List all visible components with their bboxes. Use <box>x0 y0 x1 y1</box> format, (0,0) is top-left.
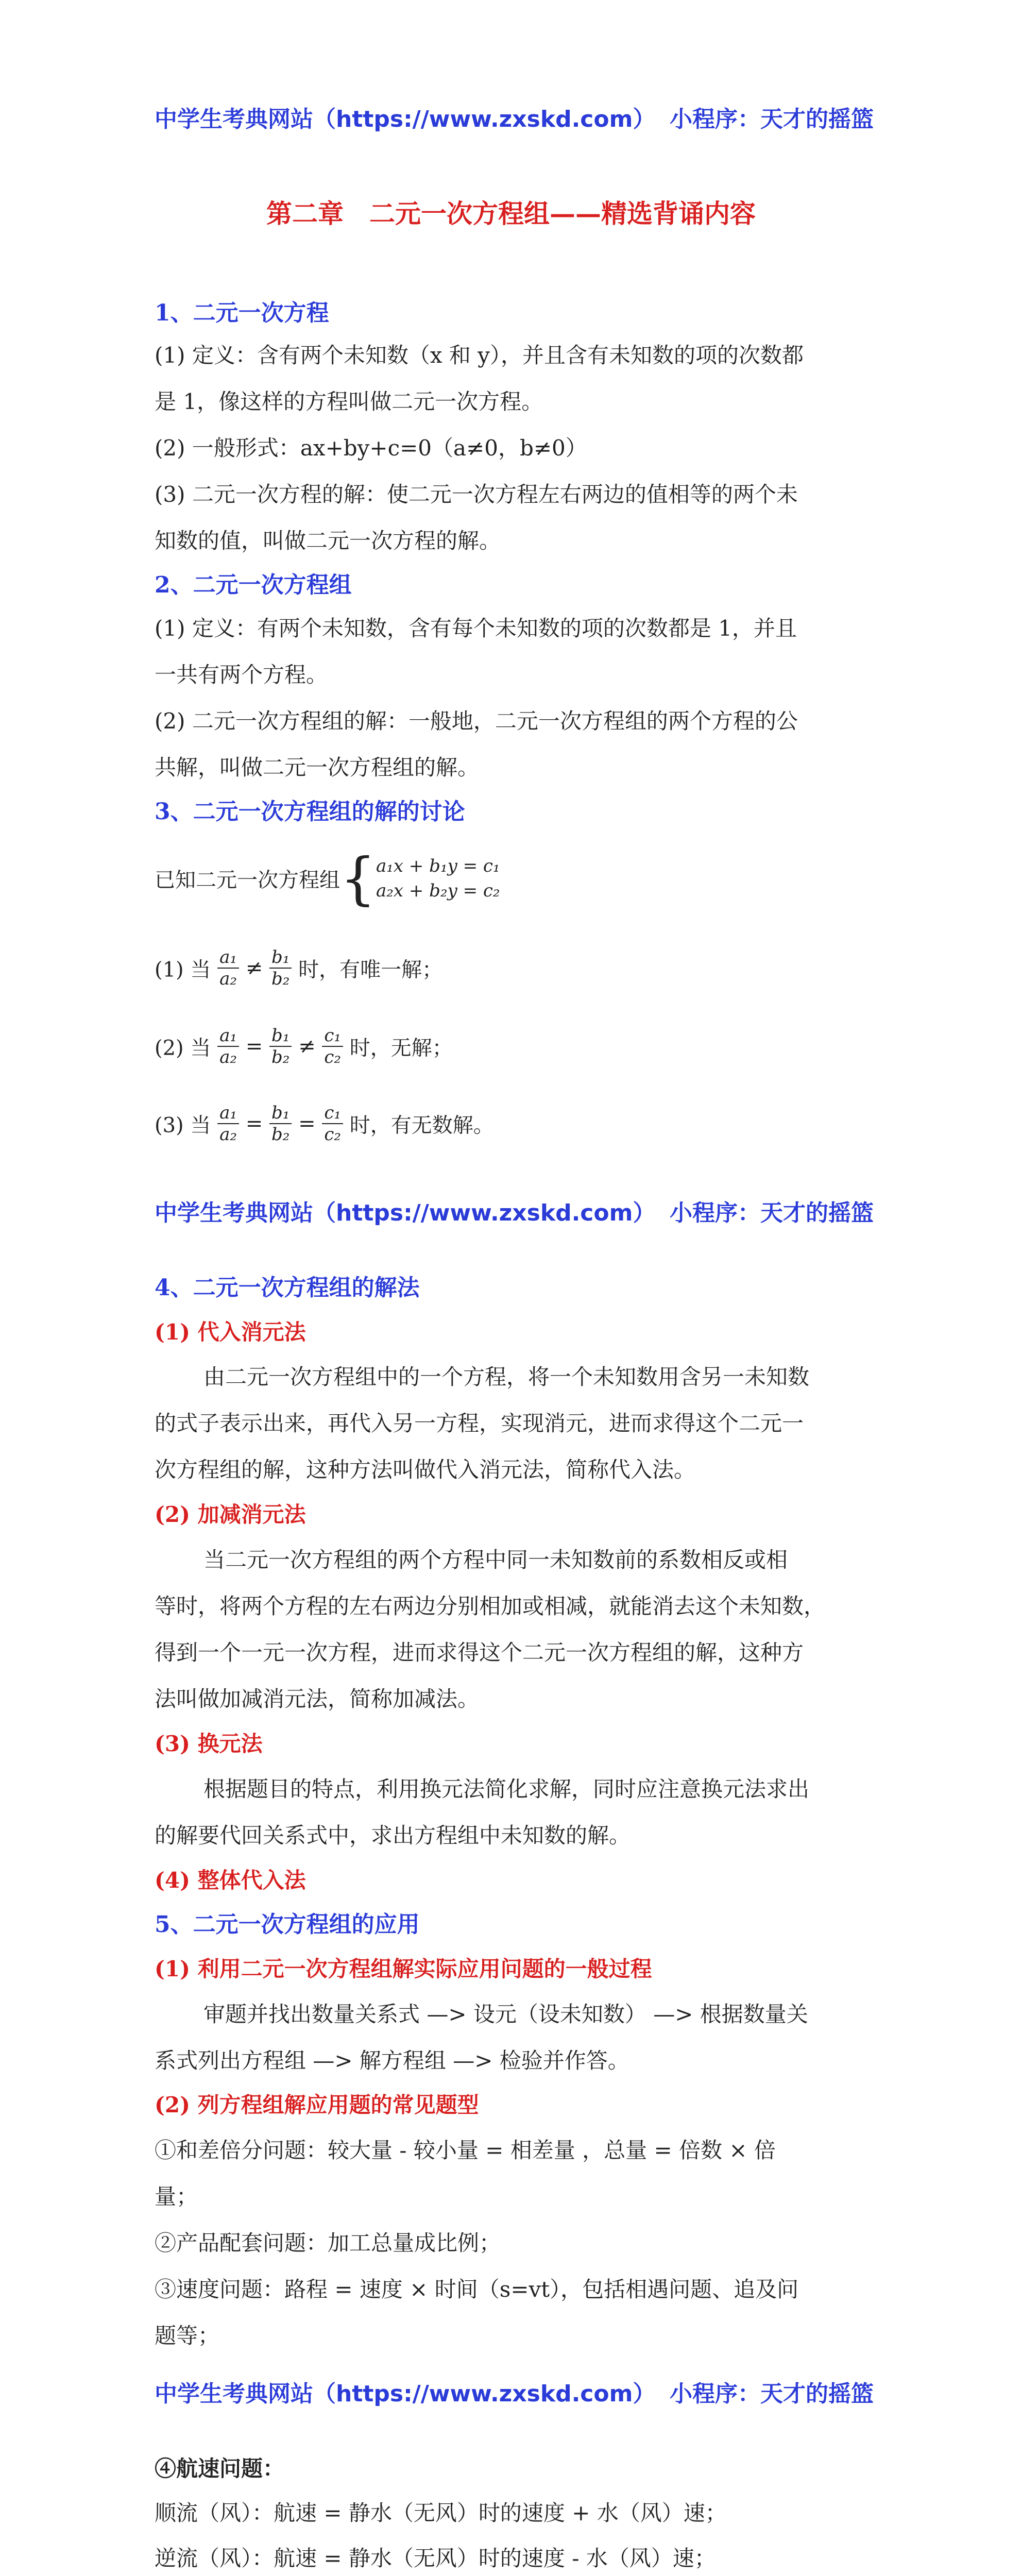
text-line: 量； <box>155 2184 198 2209</box>
text-line: 顺流（风）：航速 = 静水（无风）时的速度 + 水（风）速； <box>155 2500 727 2526</box>
denominator: a₂ <box>219 969 237 989</box>
case-2 <box>155 1025 453 1067</box>
text-line: 法叫做加减消元法，简称加减法。 <box>155 1686 480 1711</box>
case-result: 时，无解； <box>349 1036 453 1060</box>
denominator: c₂ <box>324 1124 341 1145</box>
subheading: (3) 换元法 <box>155 1731 263 1756</box>
equation-system <box>155 845 500 911</box>
text-line: ③速度问题：路程 = 速度 × 时间（s=vt），包括相遇问题、追及问 <box>155 2277 799 2302</box>
text-line: 逆流（风）：航速 = 静水（无风）时的速度 - 水（风）速； <box>155 2546 716 2571</box>
text-line: 一共有两个方程。 <box>155 662 328 687</box>
text-line: 知数的值，叫做二元一次方程的解。 <box>155 528 501 553</box>
case-label: (1) 当 <box>155 958 211 982</box>
subheading: (2) 加减消元法 <box>155 1502 306 1527</box>
text-line: ②产品配套问题：加工总量成比例； <box>155 2230 501 2256</box>
text-line: 当二元一次方程组的两个方程中同一未知数前的系数相反或相 <box>203 1547 788 1572</box>
numerator: b₁ <box>269 1025 292 1047</box>
text-line: ①和差倍分问题：较大量 - 较小量 = 相差量 ，总量 = 倍数 × 倍 <box>155 2138 776 2163</box>
denominator: c₂ <box>324 1047 341 1067</box>
text-line: 由二元一次方程组中的一个方程，将一个未知数用含另一未知数 <box>203 1364 810 1389</box>
operator: ≠ <box>245 956 263 980</box>
case-3 <box>155 1103 494 1145</box>
case-label: (3) 当 <box>155 1113 211 1138</box>
denominator: a₂ <box>219 1124 237 1145</box>
subheading: (1) 代入消元法 <box>155 1319 306 1345</box>
case-result: 时，有唯一解； <box>298 958 443 982</box>
text-line: ④航速问题： <box>155 2456 285 2481</box>
fraction <box>269 1103 292 1145</box>
section-2-heading: 2、二元一次方程组 <box>155 572 352 598</box>
header-site: 中学生考典网站（https://www.zxskd.com） <box>155 2381 656 2407</box>
header-site: 中学生考典网站（https://www.zxskd.com） <box>155 1200 656 1226</box>
equation-1: a₁x + b₁y = c₁ <box>376 856 500 876</box>
fraction <box>217 947 239 989</box>
fraction <box>269 1025 292 1067</box>
text-line: 的解要代回关系式中，求出方程组中未知数的解。 <box>155 1823 631 1848</box>
fraction <box>217 1025 239 1067</box>
text-line: 等时，将两个方程的左右两边分别相加或相减，就能消去这个未知数， <box>155 1594 826 1619</box>
denominator: b₂ <box>271 1124 290 1145</box>
denominator: b₂ <box>271 1047 290 1067</box>
denominator: a₂ <box>219 1047 237 1067</box>
case-result: 时，有无数解。 <box>349 1113 494 1138</box>
operator: = <box>245 1035 263 1058</box>
known-label: 已知二元一次方程组 <box>155 868 340 892</box>
numerator: a₁ <box>217 1103 239 1124</box>
subheading: (2) 列方程组解应用题的常见题型 <box>155 2092 479 2117</box>
fraction <box>322 1103 343 1145</box>
fraction <box>269 947 292 989</box>
numerator: a₁ <box>217 1025 239 1047</box>
text-line: 得到一个一元一次方程，进而求得这个二元一次方程组的解，这种方 <box>155 1640 804 1665</box>
page-header <box>155 100 874 133</box>
section-1-heading: 1、二元一次方程 <box>155 300 329 326</box>
text-line: 审题并找出数量关系式 —> 设元（设未知数） —> 根据数量关 <box>203 2002 808 2027</box>
text-line: 是 1，像这样的方程叫做二元一次方程。 <box>155 389 543 414</box>
text-line: (2) 一般形式：ax+by+c=0（a≠0，b≠0） <box>155 435 587 461</box>
numerator: c₁ <box>322 1103 343 1124</box>
text-line: (3) 二元一次方程的解：使二元一次方程左右两边的值相等的两个未 <box>155 482 798 507</box>
operator: ≠ <box>298 1035 316 1058</box>
text-line: 系式列出方程组 —> 解方程组 —> 检验并作答。 <box>155 2048 629 2073</box>
denominator: b₂ <box>271 969 290 989</box>
section-3-heading: 3、二元一次方程组的解的讨论 <box>155 799 465 825</box>
fraction <box>322 1025 343 1067</box>
text-line: 题等； <box>155 2323 220 2348</box>
case-1 <box>155 947 442 989</box>
subheading: (1) 利用二元一次方程组解实际应用问题的一般过程 <box>155 1956 652 1981</box>
page-header <box>155 2375 874 2408</box>
section-5-heading: 5、二元一次方程组的应用 <box>155 1911 420 1938</box>
operator: = <box>245 1112 263 1136</box>
header-mini: 小程序：天才的摇篮 <box>670 106 874 132</box>
fraction <box>217 1103 239 1145</box>
text-line: 次方程组的解，这种方法叫做代入消元法，简称代入法。 <box>155 1457 696 1482</box>
equation-2: a₂x + b₂y = c₂ <box>376 880 500 901</box>
numerator: b₁ <box>269 947 292 969</box>
section-4-heading: 4、二元一次方程组的解法 <box>155 1275 420 1301</box>
subheading: (4) 整体代入法 <box>155 1868 306 1893</box>
operator: = <box>298 1112 316 1136</box>
page-header <box>155 1194 874 1227</box>
text-line: 共解，叫做二元一次方程组的解。 <box>155 755 480 780</box>
header-mini: 小程序：天才的摇篮 <box>670 2381 874 2407</box>
header-mini: 小程序：天才的摇篮 <box>670 1200 874 1226</box>
text-line: (2) 二元一次方程组的解：一般地，二元一次方程组的两个方程的公 <box>155 708 798 734</box>
header-site: 中学生考典网站（https://www.zxskd.com） <box>155 106 656 132</box>
numerator: a₁ <box>217 947 239 969</box>
text-line: (1) 定义：有两个未知数，含有每个未知数的项的次数都是 1，并且 <box>155 616 797 641</box>
text-line: (1) 定义：含有两个未知数（x 和 y），并且含有未知数的项的次数都 <box>155 343 804 368</box>
page-title: 第二章 二元一次方程组——精选背诵内容 <box>266 198 756 229</box>
numerator: b₁ <box>269 1103 292 1124</box>
text-line: 的式子表示出来，再代入另一方程，实现消元，进而求得这个二元一 <box>155 1411 804 1436</box>
case-label: (2) 当 <box>155 1036 211 1060</box>
text-line: 根据题目的特点，利用换元法简化求解，同时应注意换元法求出 <box>203 1776 810 1802</box>
numerator: c₁ <box>322 1025 343 1047</box>
brace-icon: { <box>340 845 376 911</box>
